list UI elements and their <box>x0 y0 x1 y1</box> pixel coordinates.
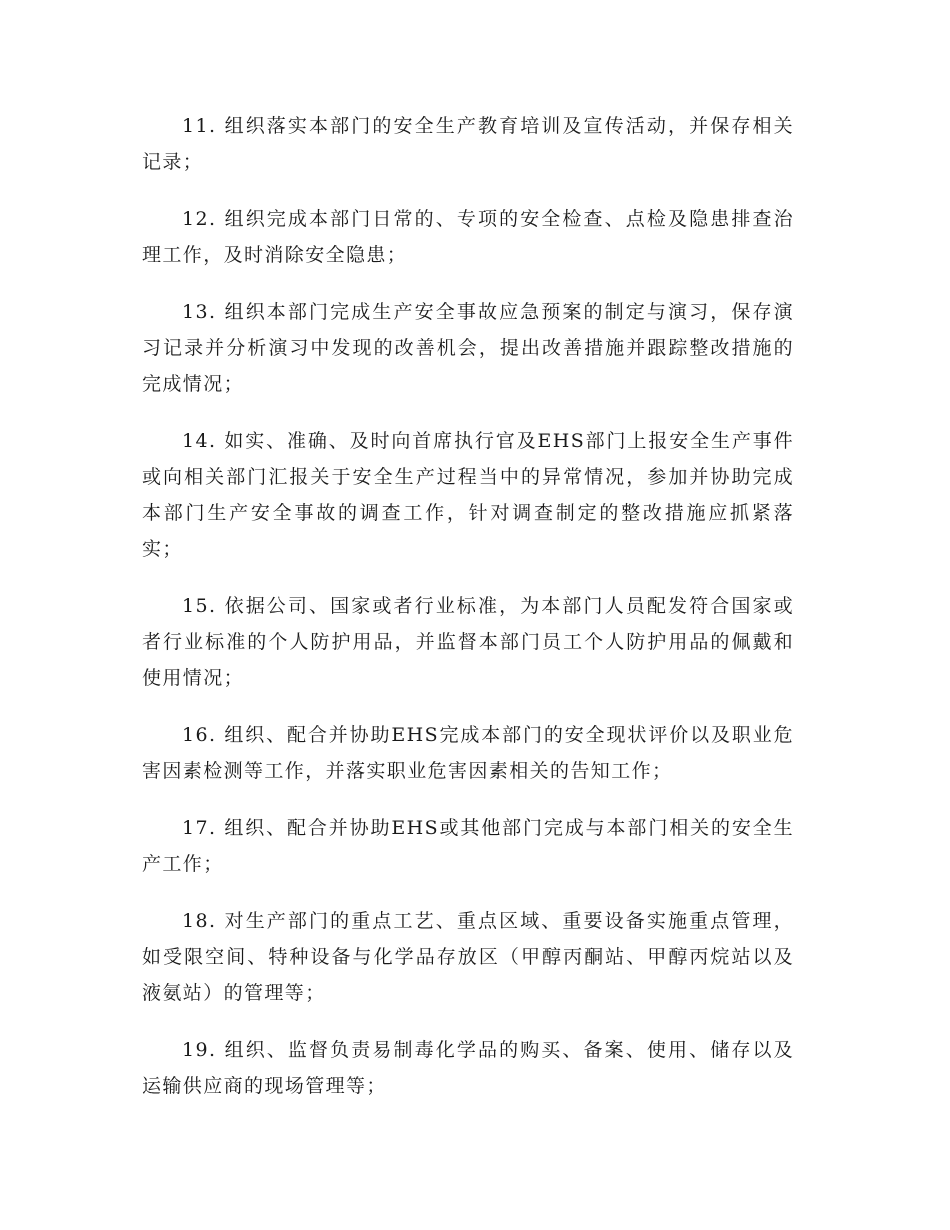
clause-16: 16. 组织、配合并协助EHS完成本部门的安全现状评价以及职业危害因素检测等工作，并落实职业危害因素相关的告知工作； <box>142 724 794 782</box>
clause-15: 15. 依据公司、国家或者行业标准，为本部门人员配发符合国家或者行业标准的个人防护用品，并监督本部门员工个人防护用品的佩戴和使用情况； <box>142 595 794 689</box>
clause-13: 13. 组织本部门完成生产安全事故应急预案的制定与演习，保存演习记录并分析演习中发现的改善机会，提出改善措施并跟踪整改措施的完成情况； <box>142 301 794 395</box>
document-body <box>142 108 794 1125</box>
clause-18: 18. 对生产部门的重点工艺、重点区域、重要设备实施重点管理，如受限空间、特种设备与化学品存放区（甲醇丙酮站、甲醇丙烷站以及液氨站）的管理等； <box>142 910 794 1004</box>
clause-14: 14. 如实、准确、及时向首席执行官及EHS部门上报安全生产事件或向相关部门汇报关于安全生产过程当中的异常情况，参加并协助完成本部门生产安全事故的调查工作，针对调查制定的整改措施应抓紧落实； <box>142 430 794 560</box>
clause-12: 12. 组织完成本部门日常的、专项的安全检查、点检及隐患排查治理工作，及时消除安全隐患； <box>142 208 794 266</box>
clause-19: 19. 组织、监督负责易制毒化学品的购买、备案、使用、储存以及运输供应商的现场管理等； <box>142 1039 794 1097</box>
clause-11: 11. 组织落实本部门的安全生产教育培训及宣传活动，并保存相关记录； <box>142 115 794 173</box>
clause-17: 17. 组织、配合并协助EHS或其他部门完成与本部门相关的安全生产工作； <box>142 817 794 875</box>
